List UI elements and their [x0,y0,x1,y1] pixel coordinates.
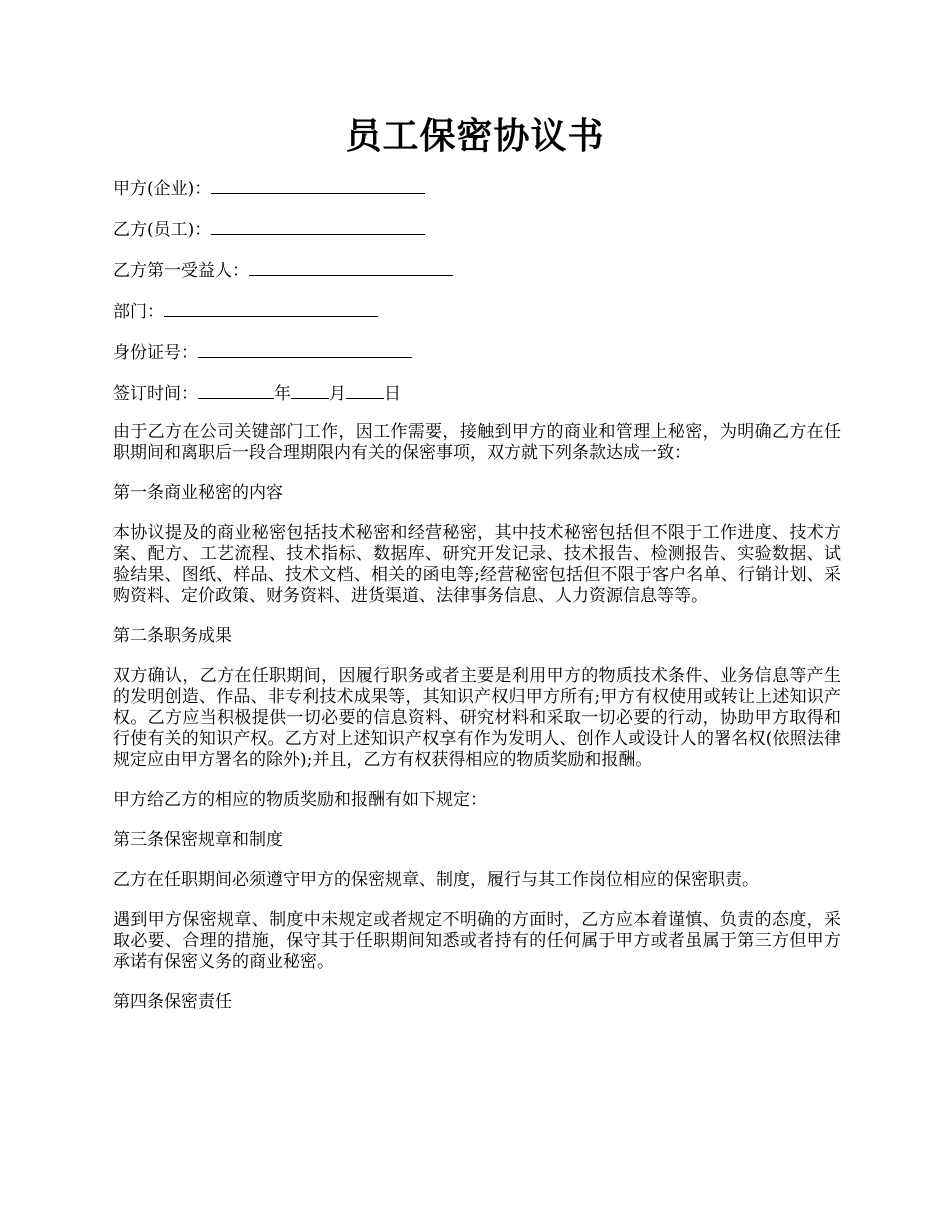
id-number-blank [198,340,412,358]
party-a-blank [211,176,425,194]
day-label: 日 [384,384,401,404]
party-b-field [113,217,841,239]
article-3-heading: 第三条保密规章和制度 [113,830,283,850]
article-2-reward-text: 甲方给乙方的相应的物质奖励和报酬有如下规定： [113,790,487,810]
department-field [113,299,841,321]
beneficiary-label: 乙方第一受益人： [113,261,249,281]
year-blank [198,381,274,399]
department-blank [164,299,378,317]
signing-date-label: 签订时间： [113,384,198,404]
party-b-label: 乙方(员工)： [113,220,212,240]
document-body [113,176,841,1032]
year-label: 年 [274,384,291,404]
party-a-field [113,176,841,198]
day-blank [346,381,384,399]
month-blank [291,381,329,399]
department-label: 部门： [113,302,164,322]
id-number-label: 身份证号： [113,343,198,363]
party-b-blank [211,217,425,235]
article-4-heading: 第四条保密责任 [113,992,232,1012]
party-a-label: 甲方(企业)： [113,179,212,199]
document-title: 员工保密协议书 [345,115,605,157]
signing-date-field [113,381,841,403]
article-2-heading: 第二条职务成果 [113,626,232,646]
id-number-field [113,340,841,362]
beneficiary-blank [249,258,453,276]
article-3-body-2: 遇到甲方保密规章、制度中未规定或者规定不明确的方面时，乙方应本着谨慎、负责的态度，采取必要、合理的措施，保守其于任职期间知悉或者持有的任何属于甲方或者虽属于第三方但甲方承诺有保密义务的商业秘密。 [113,910,841,972]
article-2-body: 双方确认，乙方在任职期间，因履行职务或者主要是利用甲方的物质技术条件、业务信息等产生的发明创造、作品、非专利技术成果等，其知识产权归甲方所有;甲方有权使用或转让上述知识产权。乙方应当积极提供一切必要的信息资料、研究材料和采取一切必要的行动，协助甲方取得和行使有关的知识产权。乙方对上述知识产权享有作为发明人、创作人或设计人的署名权(依照法律规定应由甲方署名的除外);并且，乙方有权获得相应的物质奖励和报酬。 [113,666,841,770]
beneficiary-field [113,258,841,280]
article-3-body-1: 乙方在任职期间必须遵守甲方的保密规章、制度，履行与其工作岗位相应的保密职责。 [113,870,759,890]
intro-paragraph: 由于乙方在公司关键部门工作，因工作需要，接触到甲方的商业和管理上秘密，为明确乙方在任职期间和离职后一段合理期限内有关的保密事项，双方就下列条款达成一致： [113,422,841,463]
article-1-heading: 第一条商业秘密的内容 [113,483,283,503]
article-1-body: 本协议提及的商业秘密包括技术秘密和经营秘密，其中技术秘密包括但不限于工作进度、技术方案、配方、工艺流程、技术指标、数据库、研究开发记录、技术报告、检测报告、实验数据、试验结果、图纸、样品、技术文档、相关的函电等;经营秘密包括但不限于客户名单、行销计划、采购资料、定价政策、财务资料、进货渠道、法律事务信息、人力资源信息等等。 [113,523,841,606]
month-label: 月 [329,384,346,404]
